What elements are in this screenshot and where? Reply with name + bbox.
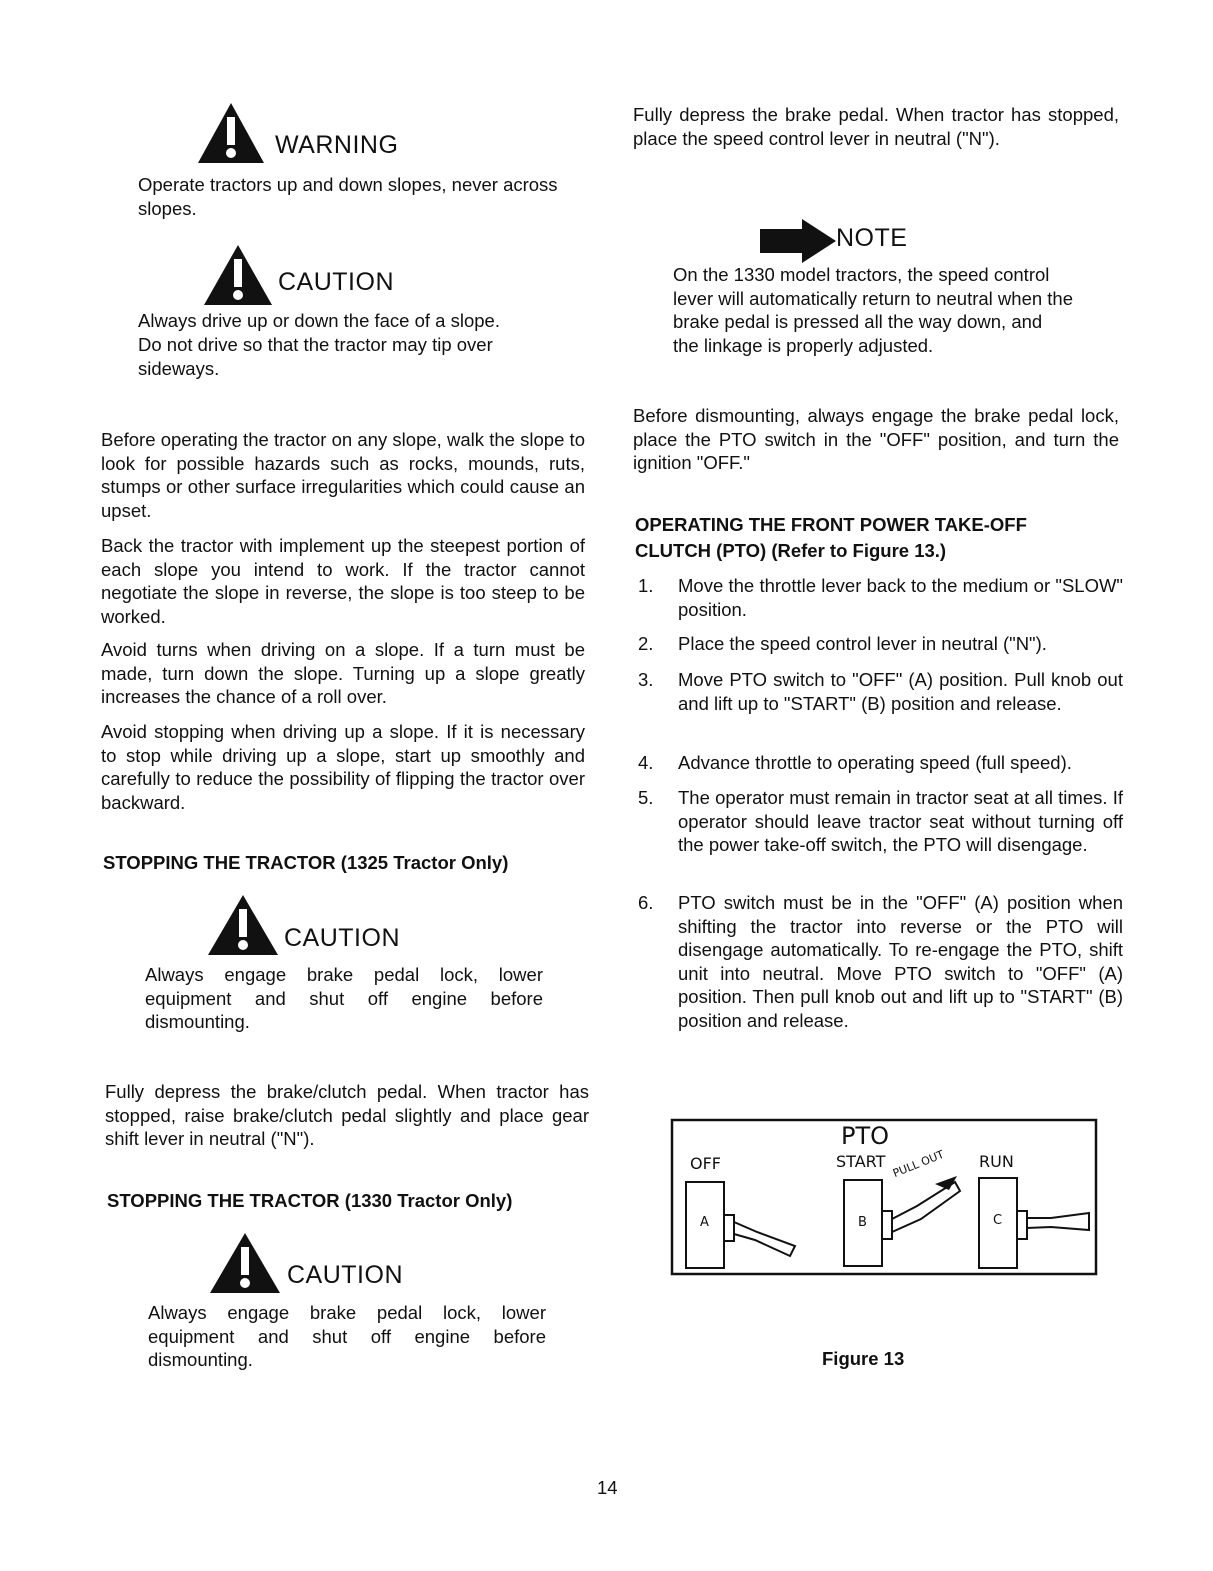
figure-label-start: START [836, 1152, 886, 1171]
heading-pto-line-2: CLUTCH (PTO) (Refer to Figure 13.) [635, 540, 947, 561]
heading-pto-line-1: OPERATING THE FRONT POWER TAKE-OFF [635, 514, 1027, 535]
warning-text: Operate tractors up and down slopes, never across slopes. [138, 174, 558, 219]
paragraph-avoid-stopping: Avoid stopping when driving up a slope. If it is necessary to stop while driving up a slope, start up smoothly and carefully to reduce the possibility of flipping the tractor over backward. [101, 721, 585, 813]
paragraph-slope-walk: Before operating the tractor on any slope, walk the slope to look for possible hazards such as rocks, mounds, ruts, stumps or other surface irregularities which could cause an upset. [101, 429, 585, 521]
heading-stopping-1330: STOPPING THE TRACTOR (1330 Tractor Only) [107, 1190, 513, 1211]
paragraph-avoid-turns: Avoid turns when driving on a slope. If a turn must be made, turn down the slope. Turning up a slope greatly increases the chance of a roll over. [101, 639, 585, 707]
caution-text-line-1: Always drive up or down the face of a slope. [138, 310, 500, 331]
list-item [638, 891, 1128, 1041]
heading-stopping-1325: STOPPING THE TRACTOR (1325 Tractor Only) [103, 852, 509, 873]
list-item-number: 3. [638, 669, 654, 690]
list-item-text: Move the throttle lever back to the medium or "SLOW" position. [678, 575, 1123, 620]
pto-figure [669, 1118, 1099, 1276]
list-item-text: Advance throttle to operating speed (full speed). [678, 752, 1072, 773]
warning-title: WARNING [275, 131, 399, 159]
page-number: 14 [597, 1477, 618, 1498]
caution-text-line-2: Do not drive so that the tractor may tip over [138, 334, 493, 355]
list-item-number: 6. [638, 892, 654, 913]
figure-caption: Figure 13 [822, 1348, 905, 1369]
caution-title: CAUTION [287, 1261, 403, 1289]
list-item [638, 632, 1128, 658]
figure-label-b: B [858, 1215, 867, 1230]
figure-label-off: OFF [690, 1154, 721, 1173]
list-item-text: The operator must remain in tractor seat at all times. If operator should leave tractor seat without turning off the power take-off switch, the PTO will disengage. [678, 787, 1123, 855]
list-item-number: 2. [638, 633, 654, 654]
paragraph-before-dismounting: Before dismounting, always engage the brake pedal lock, place the PTO switch in the "OFF" position, and turn the ignition "OFF." [633, 405, 1119, 473]
figure-label-a: A [700, 1215, 709, 1230]
caution-title: CAUTION [284, 924, 400, 952]
note-text: On the 1330 model tractors, the speed control lever will automatically return to neutral when the brake pedal is pressed all the way down, and the linkage is properly adjusted. [673, 264, 1073, 356]
list-item-text: PTO switch must be in the "OFF" (A) position when shifting the tractor into reverse or the PTO will disengage automatically. To re-engage the PTO, shift unit into neutral. Move PTO switch to "OFF" (A) position. Then pull knob out and lift up to "START" (B) position and release. [678, 892, 1123, 1031]
caution-icon [202, 243, 274, 307]
caution-title: CAUTION [278, 268, 394, 296]
figure-label-c: C [993, 1213, 1003, 1228]
figure-label-pull-out: PULL OUT [891, 1147, 946, 1181]
list-item [638, 786, 1128, 884]
note-title: NOTE [836, 224, 908, 252]
list-item [638, 751, 1128, 777]
figure-label-run: RUN [979, 1152, 1014, 1171]
list-item-number: 1. [638, 575, 654, 596]
list-item-text: Place the speed control lever in neutral ("N"). [678, 633, 1047, 654]
caution-text: Always engage brake pedal lock, lower equipment and shut off engine before dismounting. [145, 964, 543, 1032]
list-item-number: 5. [638, 787, 654, 808]
paragraph-back-tractor: Back the tractor with implement up the steepest portion of each slope you intend to work. If the tractor cannot negotiate the slope in reverse, the slope is too steep to be worked. [101, 535, 585, 627]
warning-icon [196, 101, 266, 165]
caution-icon [206, 893, 280, 957]
list-item [638, 574, 1128, 624]
list-item-number: 4. [638, 752, 654, 773]
note-arrow-icon [758, 217, 838, 265]
caution-text: Always engage brake pedal lock, lower equipment and shut off engine before dismounting. [148, 1302, 546, 1370]
list-item-text: Move PTO switch to "OFF" (A) position. Pull knob out and lift up to "START" (B) position and release. [678, 669, 1123, 714]
paragraph-1325-depress: Fully depress the brake/clutch pedal. When tractor has stopped, raise brake/clutch pedal slightly and place gear shift lever in neutral ("N"). [105, 1081, 589, 1149]
caution-icon [208, 1231, 282, 1295]
figure-title-pto: PTO [841, 1122, 890, 1150]
list-item [638, 668, 1128, 742]
paragraph-depress-brake: Fully depress the brake pedal. When tractor has stopped, place the speed control lever in neutral ("N"). [633, 104, 1119, 149]
caution-text-line-3: sideways. [138, 358, 220, 379]
